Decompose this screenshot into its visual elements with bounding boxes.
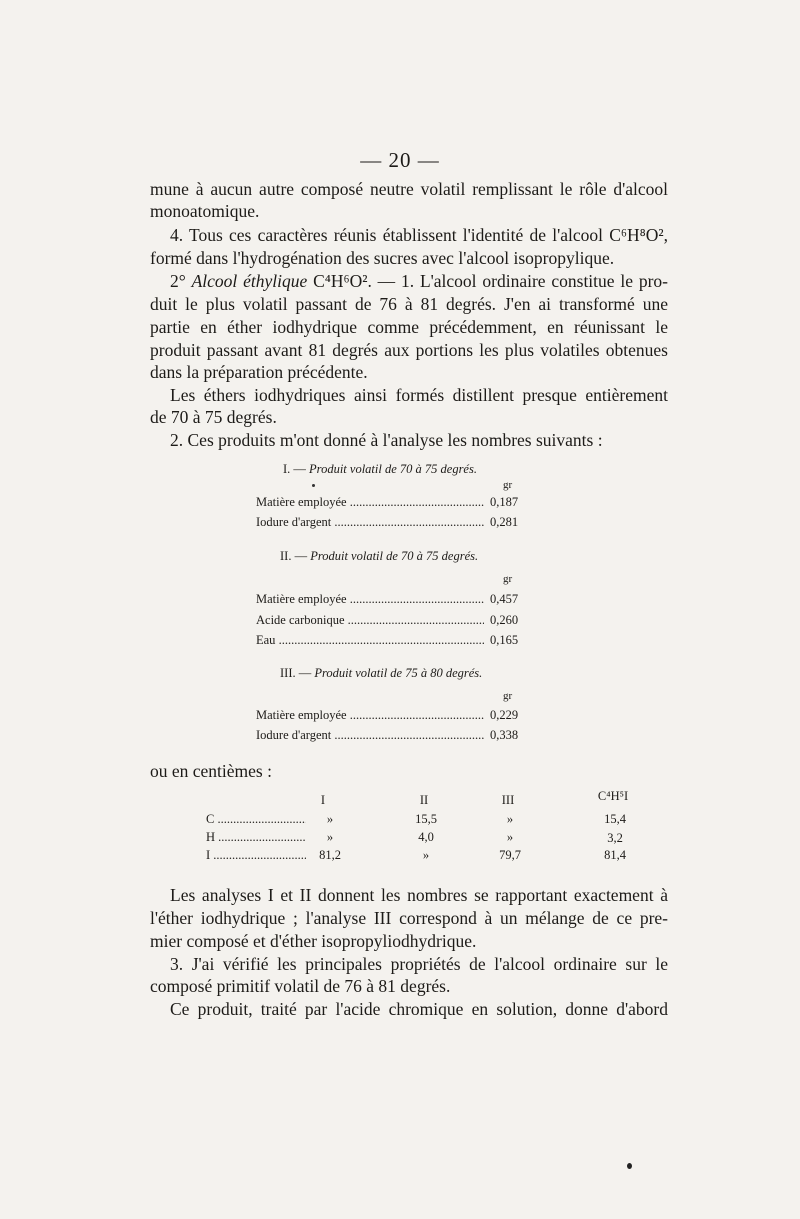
analysis-row-value: 0,165 <box>490 633 519 647</box>
analysis-heading: I. — Produit volatil de 70 à 75 degrés. <box>283 462 477 476</box>
section-heading-line: 2° Alcool éthylique C⁴H⁶O². — 1. L'alcool ordinaire constitue le pro- <box>170 271 668 291</box>
analysis-row-label: Iodure d'argent ..... <box>256 514 484 530</box>
table-cell: » <box>506 812 514 826</box>
table-cell: » <box>326 830 334 844</box>
analysis-row-label: Matière employée ..... <box>256 707 484 723</box>
element-label: H ..... <box>206 829 306 845</box>
analysis-row-value: 0,260 <box>490 613 519 627</box>
body-line: 4. Tous ces caractères réunis établissent l'identité de l'alcool C⁶H⁸O², <box>170 225 668 245</box>
table-cell: 15,5 <box>415 812 437 826</box>
table-cell: 4,0 <box>418 830 434 844</box>
body-line: formé dans l'hydrogénation des sucres avec l'alcool isopropylique. <box>150 248 615 268</box>
table-cell: 79,7 <box>499 848 521 862</box>
unit-label: gr <box>503 479 513 491</box>
analysis-row-value: 0,338 <box>490 728 519 742</box>
body-line: Les analyses I et II donnent les nombres se rapportant exactement à <box>170 885 668 905</box>
column-header: I <box>320 793 326 807</box>
body-line: Ce produit, traité par l'acide chromique en solution, donne d'abord <box>170 999 668 1019</box>
analysis-row-value: 0,281 <box>490 515 519 529</box>
analysis-heading: II. — Produit volatil de 70 à 75 degrés. <box>280 549 479 563</box>
element-label: I ..... <box>206 847 306 863</box>
column-header: III <box>501 793 515 807</box>
body-line: 3. J'ai vérifié les principales propriétés de l'alcool ordinaire sur le <box>170 954 668 974</box>
analysis-row-label: Matière employée ..... <box>256 591 484 607</box>
body-line: produit passant avant 81 degrés aux portions les plus volatiles obtenues <box>150 340 668 360</box>
page-number: — 20 — <box>360 148 440 172</box>
body-line: partie en éther iodhydrique comme précédemment, en réunissant le <box>150 317 668 337</box>
column-header: C⁴H⁵I <box>597 789 629 803</box>
column-header: II <box>419 793 429 807</box>
body-line: composé primitif volatil de 76 à 81 degrés. <box>150 976 451 996</box>
analysis-row-value: 0,457 <box>490 592 519 606</box>
table-cell: 15,4 <box>604 812 626 826</box>
table-cell: » <box>422 848 430 862</box>
analysis-row-label: Acide carbonique ..... <box>256 612 484 628</box>
analysis-row-label: Eau ..... <box>256 632 484 648</box>
body-line: mier composé et d'éther isopropyliodhydrique. <box>150 931 477 951</box>
table-cell: 81,2 <box>319 848 341 862</box>
body-line: 2. Ces produits m'ont donné à l'analyse les nombres suivants : <box>170 430 603 450</box>
body-line: l'éther iodhydrique ; l'analyse III correspond à un mélange de ce pre- <box>150 908 668 928</box>
table-cell: » <box>326 812 334 826</box>
analysis-heading: III. — Produit volatil de 75 à 80 degrés. <box>280 666 483 680</box>
table-cell: 3,2 <box>607 831 623 845</box>
body-line: ou en centièmes : <box>150 761 272 781</box>
analysis-row-label: Iodure d'argent ..... <box>256 727 484 743</box>
analysis-row-value: 0,229 <box>490 708 519 722</box>
body-line: duit le plus volatil passant de 76 à 81 degrés. J'en ai transformé une <box>150 294 668 314</box>
table-cell: » <box>506 830 514 844</box>
body-line: mune à aucun autre composé neutre volatil remplissant le rôle d'alcool <box>150 179 668 199</box>
section-title: Alcool éthylique <box>191 271 308 291</box>
ink-dot <box>627 1163 632 1169</box>
body-line: Les éthers iodhydriques ainsi formés distillent presque entièrement <box>170 385 668 405</box>
unit-label: gr <box>503 573 513 585</box>
analysis-row-value: 0,187 <box>490 495 519 509</box>
unit-label: gr <box>503 690 513 702</box>
body-line: de 70 à 75 degrés. <box>150 407 277 427</box>
body-line: dans la préparation précédente. <box>150 362 368 382</box>
element-label: C ..... <box>206 811 306 827</box>
table-cell: 81,4 <box>604 848 626 862</box>
body-line: monoatomique. <box>150 201 260 221</box>
ink-speck <box>312 484 315 487</box>
analysis-row-label: Matière employée ..... <box>256 494 484 510</box>
